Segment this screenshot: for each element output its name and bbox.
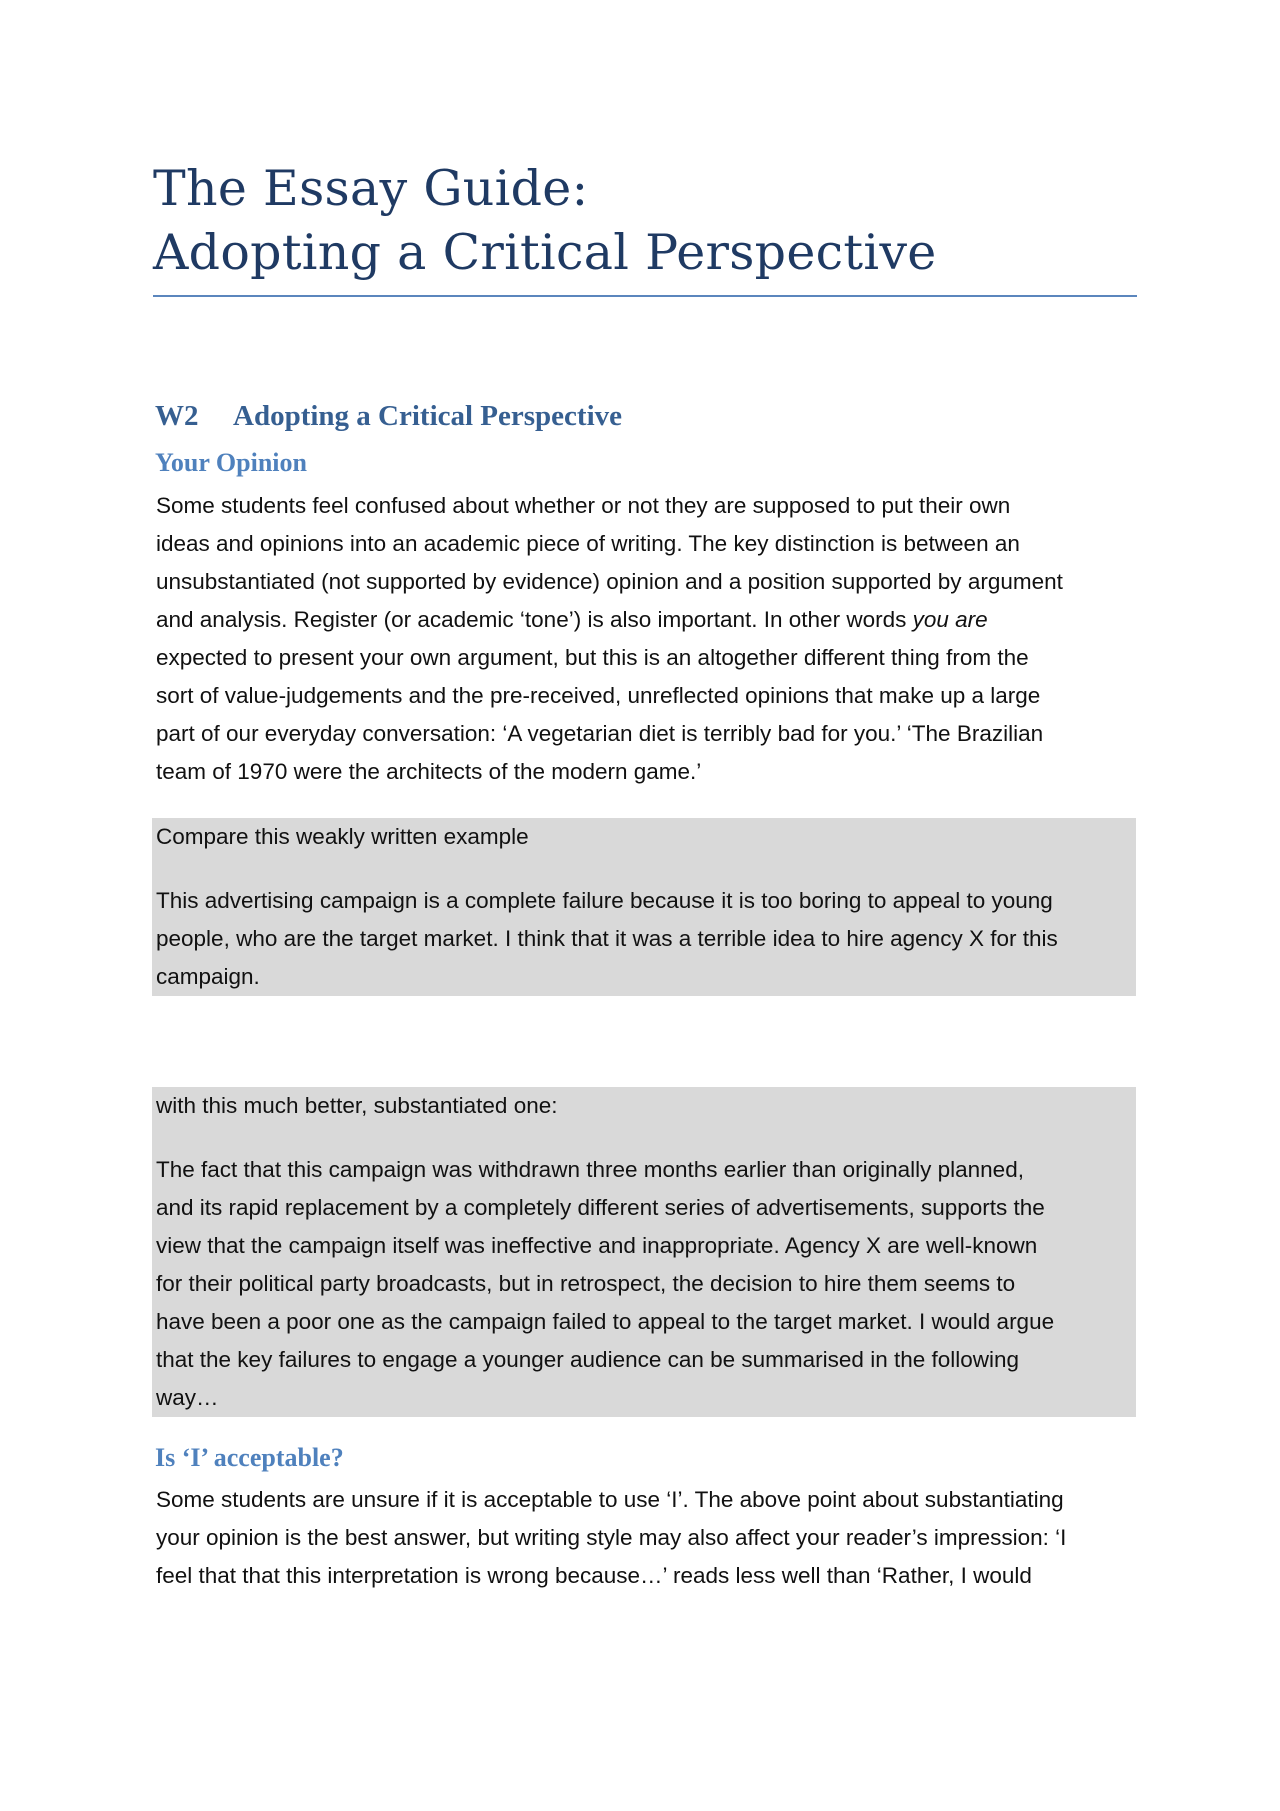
spacer (152, 856, 1136, 882)
paragraph-line: ideas and opinions into an academic piece of writing. The key distinction is between an (156, 531, 1020, 556)
paragraph-line: feel that that this interpretation is wrong because…’ reads less well than ‘Rather, I would (156, 1563, 1032, 1588)
example-line: people, who are the target market. I think that it was a terrible idea to hire agency X for this (156, 926, 1058, 951)
your-opinion-paragraph (156, 487, 1140, 791)
paragraph-line: Some students feel confused about whether or not they are supposed to put their own (156, 493, 1011, 518)
example-line: campaign. (156, 964, 260, 989)
paragraph-text: and analysis. Register (or academic ‘tone’) is also important. In other words (156, 607, 913, 632)
paragraph-line: your opinion is the best answer, but writing style may also affect your reader’s impression: ‘I (156, 1525, 1067, 1550)
document-title (153, 157, 1137, 297)
spacer (152, 1125, 1136, 1151)
paragraph-line: Some students are unsure if it is acceptable to use ‘I’. The above point about substantiating (156, 1487, 1064, 1512)
paragraph-line: expected to present your own argument, but this is an altogether different thing from the (156, 645, 1029, 670)
paragraph-line: part of our everyday conversation: ‘A vegetarian diet is terribly bad for you.’ ‘The Brazilian (156, 721, 1044, 746)
section-title: Adopting a Critical Perspective (233, 400, 623, 432)
your-opinion-heading: Your Opinion (155, 448, 307, 477)
example-line: The fact that this campaign was withdrawn three months earlier than originally planned, (156, 1157, 1024, 1182)
paragraph-line: sort of value-judgements and the pre-received, unreflected opinions that make up a large (156, 683, 1041, 708)
is-i-acceptable-paragraph (156, 1481, 1140, 1595)
example-line: for their political party broadcasts, but in retrospect, the decision to hire them seems to (156, 1271, 1016, 1296)
emphasis-text: you are (912, 607, 988, 632)
paragraph-line: unsubstantiated (not supported by evidence) opinion and a position supported by argument (156, 569, 1063, 594)
strong-example-intro: with this much better, substantiated one: (156, 1093, 558, 1118)
weak-example-intro: Compare this weakly written example (156, 824, 529, 849)
paragraph-line (156, 601, 1140, 639)
example-line: way… (156, 1385, 219, 1410)
example-line: This advertising campaign is a complete failure because it is too boring to appeal to young (156, 888, 1053, 913)
title-line-2: Adopting a Critical Perspective (153, 224, 937, 281)
is-i-acceptable-heading: Is ‘I’ acceptable? (155, 1443, 344, 1472)
section-number: W2 (155, 400, 199, 432)
section-heading (155, 400, 622, 433)
paragraph-line: team of 1970 were the architects of the modern game.’ (156, 759, 702, 784)
example-line: and its rapid replacement by a completely different series of advertisements, supports the (156, 1195, 1045, 1220)
example-line: have been a poor one as the campaign failed to appeal to the target market. I would argue (156, 1309, 1055, 1334)
example-line: that the key failures to engage a younger audience can be summarised in the following (156, 1347, 1020, 1372)
title-line-1: The Essay Guide: (153, 160, 589, 217)
strong-example-box (152, 1087, 1136, 1417)
example-line: view that the campaign itself was ineffective and inappropriate. Agency X are well-known (156, 1233, 1038, 1258)
weak-example-box (152, 818, 1136, 996)
